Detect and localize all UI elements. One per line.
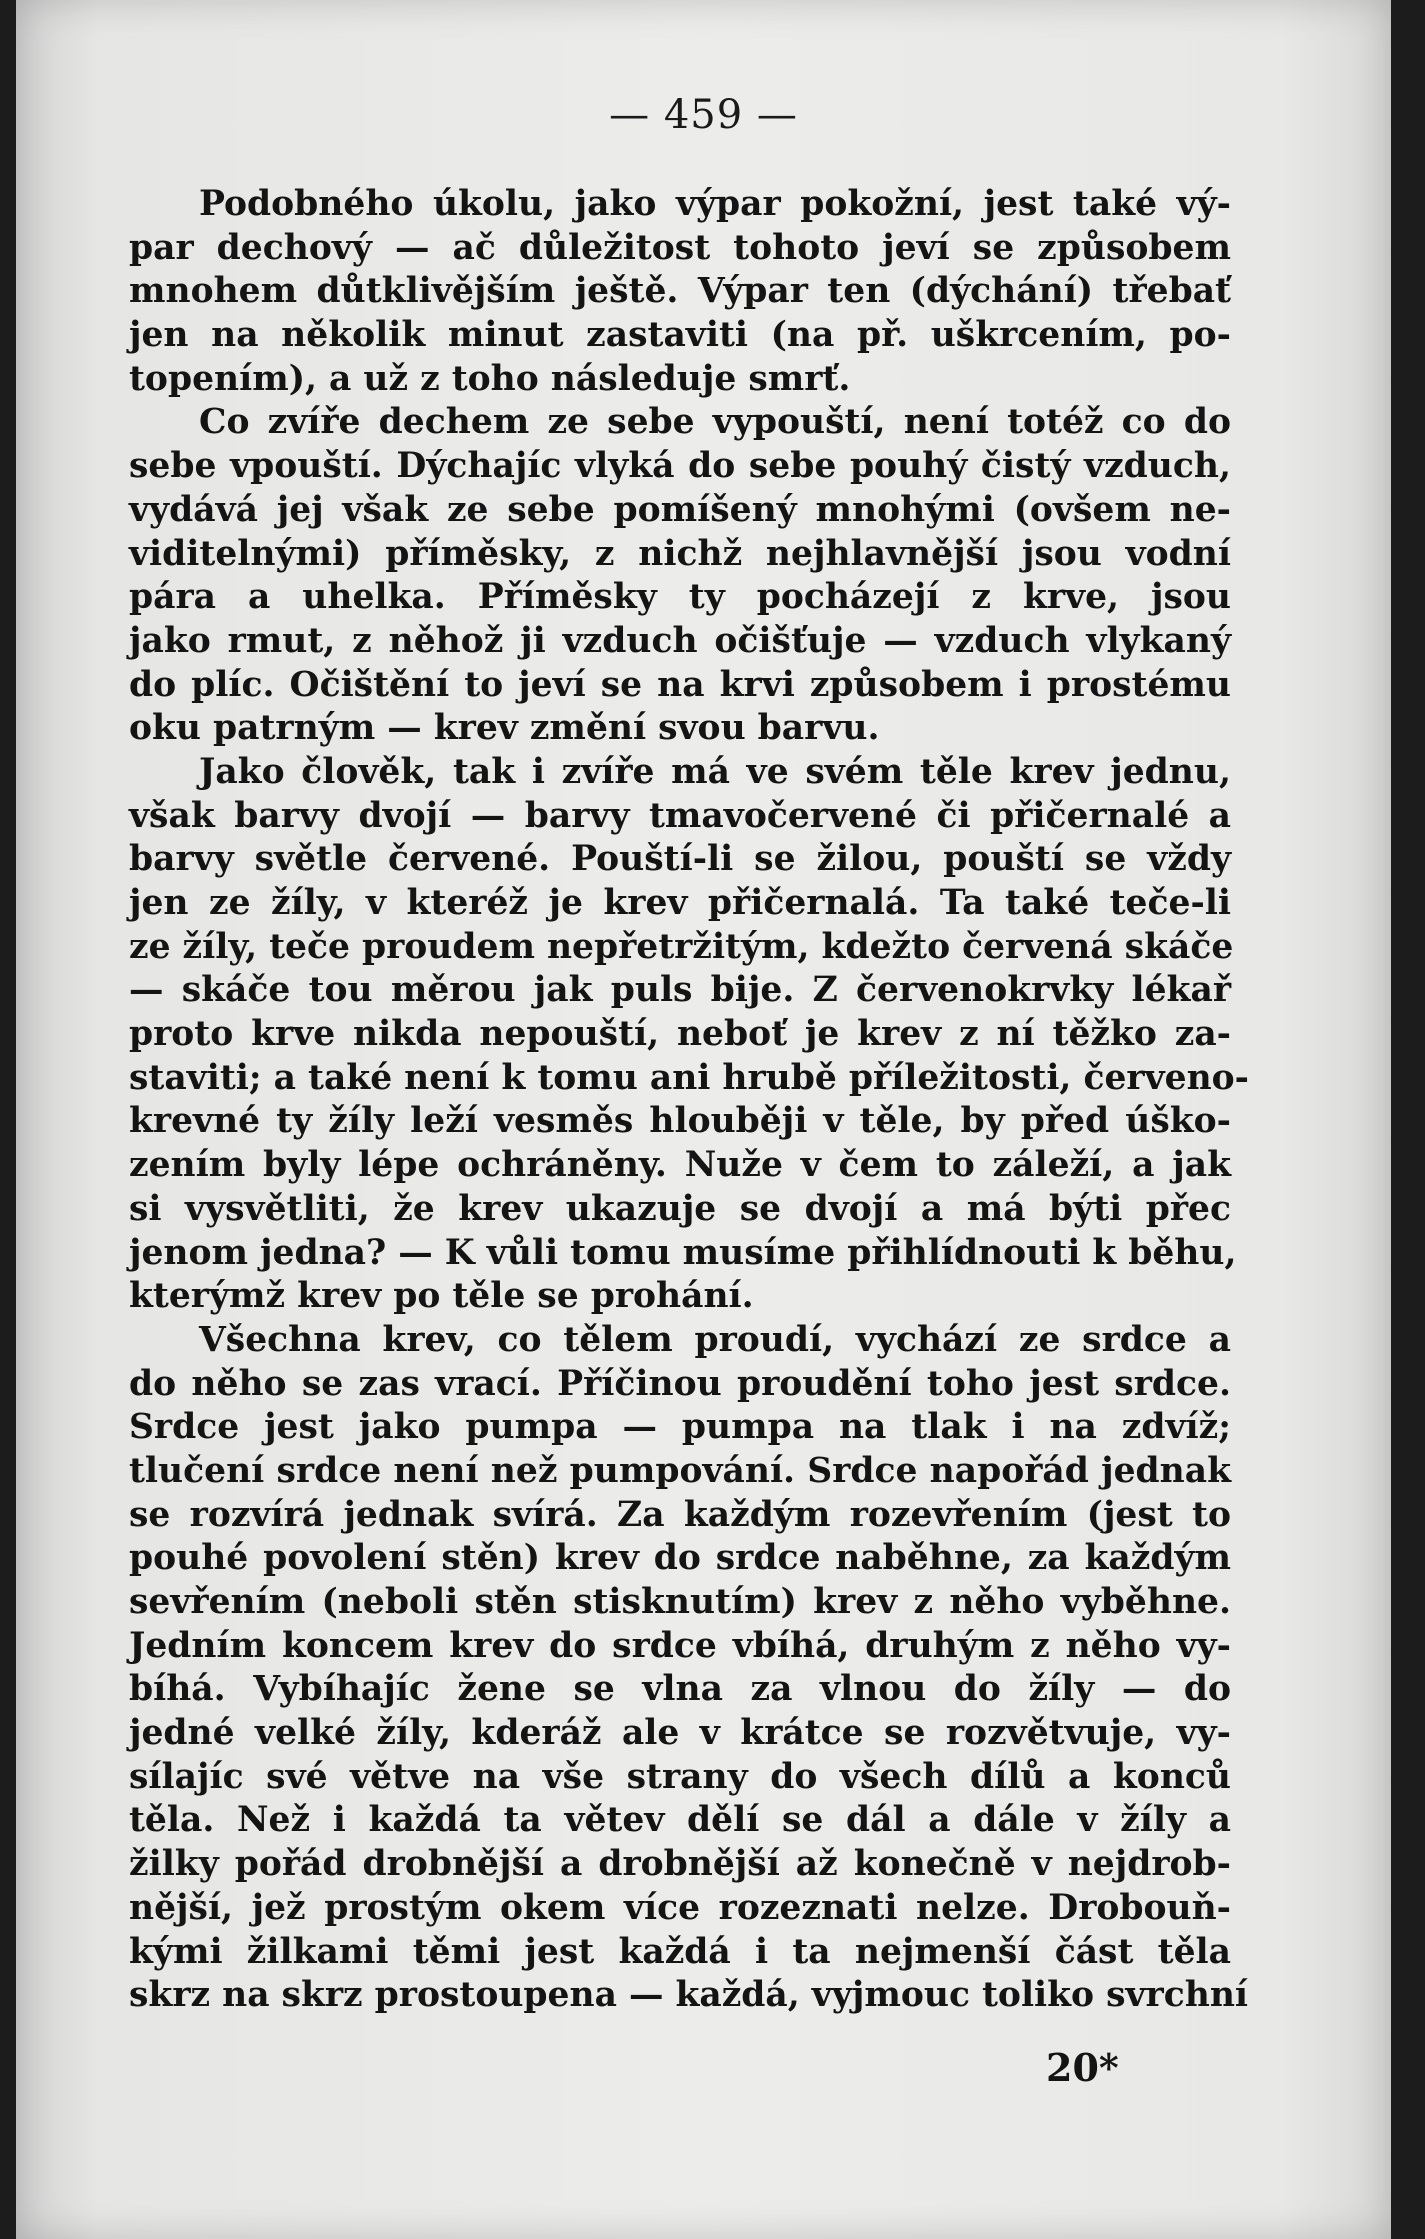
text-line: krevné ty žíly leží vesměs hlouběji v těle, by před úško- [129, 1101, 1231, 1142]
text-line: žilky pořád drobnější a drobnější až konečně v nejdrob- [129, 1844, 1231, 1885]
text-line: těla. Než i každá ta větev dělí se dál a dále v žíly a [129, 1800, 1231, 1841]
text-line: kterýmž krev po těle se prohání. [129, 1276, 754, 1317]
text-line: kými žilkami těmi jest každá i ta nejmenší část těla [129, 1931, 1231, 1972]
text-line: Co zvíře dechem ze sebe vypouští, není totéž co do [199, 402, 1231, 443]
text-line: sílajíc své větve na vše strany do všech dílů a konců [129, 1756, 1231, 1797]
text-line: barvy světle červené. Pouští-li se žilou, pouští se vždy [129, 839, 1231, 880]
text-line: pouhé povolení stěn) krev do srdce naběhne, za každým [129, 1538, 1231, 1579]
signature-mark: 20* [1046, 2045, 1119, 2090]
text-line: bíhá. Vybíhajíc žene se vlna za vlnou do žíly — do [129, 1669, 1231, 1710]
text-line: do něho se zas vrací. Příčinou proudění toho jest srdce. [129, 1363, 1231, 1404]
text-line: jako rmut, z něhož ji vzduch očišťuje — vzduch vlykaný [129, 620, 1231, 661]
text-line: Srdce jest jako pumpa — pumpa na tlak i na zdvíž; [129, 1407, 1231, 1448]
text-line: — skáče tou měrou jak puls bije. Z červenokrvky lékař [129, 970, 1231, 1011]
book-page [16, 0, 1391, 2239]
text-line: tlučení srdce není než pumpování. Srdce napořád jednak [129, 1450, 1231, 1491]
text-line: nější, jež prostým okem více rozeznati nelze. Drobouň- [129, 1887, 1231, 1928]
text-line: skrz na skrz prostoupena — každá, vyjmouc toliko svrchní [129, 1975, 1249, 2016]
text-line: ze žíly, teče proudem nepřetržitým, kdežto červená skáče [129, 926, 1234, 967]
text-line: proto krve nikda nepouští, neboť je krev z ní těžko za- [129, 1014, 1231, 1055]
page-number: — 459 — [609, 92, 798, 138]
text-line: se rozvírá jednak svírá. Za každým rozevřením (jest to [129, 1494, 1231, 1535]
text-line: jen ze žíly, v kteréž je krev přičernalá. Ta také teče-li [129, 883, 1231, 923]
text-line: do plíc. Očištění to jeví se na krvi způsobem i prostému [129, 664, 1231, 705]
text-line: Podobného úkolu, jako výpar pokožní, jest také vý- [199, 184, 1231, 224]
text-line: Jako člověk, tak i zvíře má ve svém těle krev jednu, [199, 751, 1231, 792]
text-line: Všechna krev, co tělem proudí, vychází ze srdce a [199, 1319, 1231, 1360]
text-line: sevřením (neboli stěn stisknutím) krev z něho vyběhne. [129, 1582, 1231, 1622]
body-text [129, 183, 1249, 2018]
text-line: oku patrným — krev změní svou barvu. [129, 708, 880, 749]
text-line: par dechový — ač důležitost tohoto jeví se způsobem [129, 227, 1231, 268]
text-line: pára a uhelka. Příměsky ty pocházejí z krve, jsou [129, 577, 1231, 618]
text-line: si vysvětliti, že krev ukazuje se dvojí a má býti přec [129, 1188, 1231, 1229]
text-line: sebe vpouští. Dýchajíc vlyká do sebe pouhý čistý vzduch, [129, 446, 1231, 487]
text-line: Jedním koncem krev do srdce vbíhá, druhým z něho vy- [129, 1625, 1231, 1666]
text-line: jedné velké žíly, kderáž ale v krátce se rozvětvuje, vy- [129, 1713, 1231, 1754]
text-line: však barvy dvojí — barvy tmavočervené či přičernalé a [129, 795, 1231, 836]
text-line: vydává jej však ze sebe pomíšený mnohými (ovšem ne- [129, 489, 1231, 530]
text-line: mnohem důtklivějším ještě. Výpar ten (dýchání) třebať [129, 271, 1231, 312]
text-line: jen na několik minut zastaviti (na př. uškrcením, po- [129, 315, 1231, 356]
text-line: viditelnými) příměsky, z nichž nejhlavnější jsou vodní [129, 533, 1231, 574]
text-line: topením), a už z toho následuje smrť. [129, 358, 851, 399]
text-line: zením byly lépe ochráněny. Nuže v čem to záleží, a jak [129, 1145, 1231, 1186]
text-line: staviti; a také není k tomu ani hrubě příležitosti, červeno- [129, 1057, 1249, 1098]
text-line: jenom jedna? — K vůli tomu musíme přihlídnouti k běhu, [129, 1232, 1237, 1273]
